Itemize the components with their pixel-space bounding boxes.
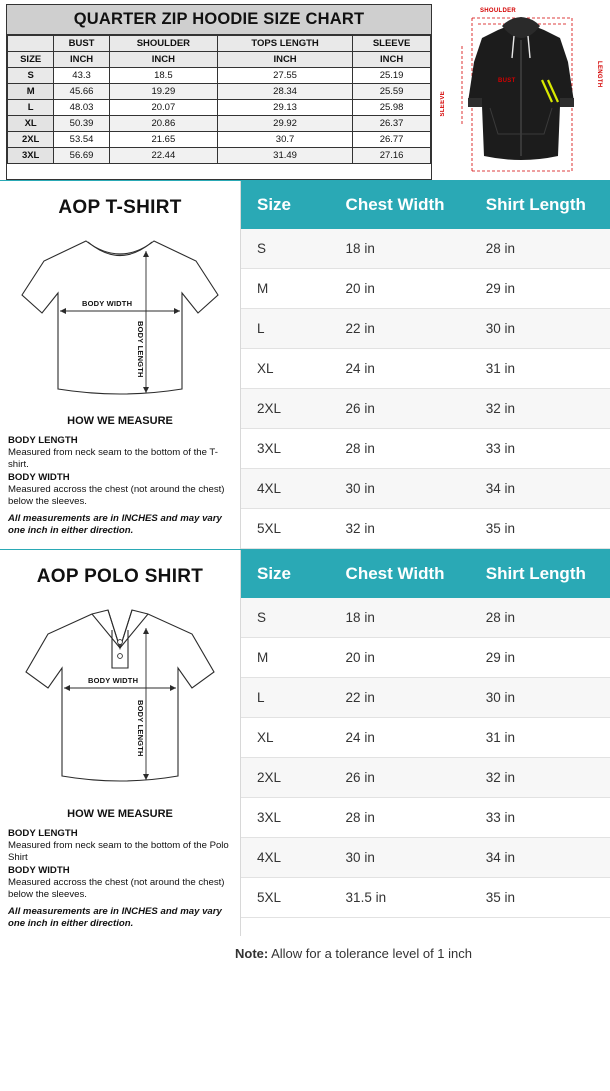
polo-info-column [0, 550, 240, 936]
hoodie-shoulder-label: SHOULDER [480, 8, 517, 14]
cell-size: 5XL [241, 509, 330, 549]
cell-shirt-length: 29 in [470, 638, 610, 678]
tshirt-header-row [241, 181, 610, 229]
tshirt-diagram [8, 221, 232, 411]
cell-size: 3XL [241, 429, 330, 469]
table-row [241, 389, 610, 429]
tshirt-table-column [240, 181, 610, 549]
hoodie-size-chart-section [0, 0, 610, 180]
cell-shirt-length: 31 in [470, 349, 610, 389]
polo-table-head [241, 550, 610, 598]
cell-shirt-length: 33 in [470, 429, 610, 469]
tshirt-body-length-label: BODY LENGTH [136, 321, 145, 378]
cell-shoulder: 21.65 [109, 132, 217, 148]
cell-chest-width: 18 in [330, 598, 470, 638]
tshirt-body-width-note-text: Measured accross the chest (not around the chest) below the sleeves. [8, 483, 225, 507]
cell-size: 4XL [241, 838, 330, 878]
hoodie-table-wrapper [6, 4, 432, 180]
cell-size: 4XL [241, 469, 330, 509]
cell-chest-width: 22 in [330, 678, 470, 718]
tolerance-note-prefix: Note: [235, 946, 269, 962]
polo-header-chest-width: Chest Width [330, 550, 470, 598]
table-row [8, 116, 431, 132]
cell-tops-length: 30.7 [217, 132, 352, 148]
polo-header-row [241, 550, 610, 598]
cell-shirt-length: 32 in [470, 758, 610, 798]
cell-size: M [241, 638, 330, 678]
cell-shoulder: 19.29 [109, 84, 217, 100]
cell-size: XL [241, 718, 330, 758]
tshirt-illustration [8, 221, 232, 407]
cell-bust: 56.69 [54, 148, 109, 164]
cell-sleeve: 26.37 [353, 116, 431, 132]
cell-chest-width: 22 in [330, 309, 470, 349]
cell-bust: 50.39 [54, 116, 109, 132]
cell-sleeve: 25.19 [353, 68, 431, 84]
tolerance-note-text: Allow for a tolerance level of 1 inch [268, 946, 472, 962]
cell-shirt-length: 28 in [470, 229, 610, 269]
hoodie-unit-tops-length: INCH [217, 52, 352, 68]
cell-shirt-length: 32 in [470, 389, 610, 429]
tshirt-table-head [241, 181, 610, 229]
cell-sleeve: 26.77 [353, 132, 431, 148]
tshirt-table-body [241, 229, 610, 549]
polo-how-we-measure-heading: HOW WE MEASURE [67, 808, 173, 820]
table-row [241, 878, 610, 918]
table-row [241, 798, 610, 838]
hoodie-unit-sleeve: INCH [353, 52, 431, 68]
cell-chest-width: 24 in [330, 718, 470, 758]
cell-chest-width: 28 in [330, 429, 470, 469]
table-row [8, 84, 431, 100]
cell-size: L [241, 309, 330, 349]
cell-chest-width: 30 in [330, 469, 470, 509]
cell-shoulder: 20.86 [109, 116, 217, 132]
polo-table-column [240, 550, 610, 936]
hoodie-measurement-diagram [438, 6, 604, 180]
table-row [241, 229, 610, 269]
cell-size: M [241, 269, 330, 309]
cell-size: 5XL [241, 878, 330, 918]
cell-shirt-length: 33 in [470, 798, 610, 838]
cell-chest-width: 26 in [330, 758, 470, 798]
cell-chest-width: 20 in [330, 269, 470, 309]
hoodie-unit-row [8, 52, 431, 68]
cell-bust: 43.3 [54, 68, 109, 84]
cell-size: 2XL [8, 132, 54, 148]
hoodie-header-blank [8, 36, 54, 52]
polo-measure-notes [8, 828, 232, 930]
polo-body-width-label: BODY WIDTH [88, 676, 139, 685]
tshirt-body-width-label: BODY WIDTH [82, 299, 133, 308]
table-row [241, 598, 610, 638]
table-row [8, 68, 431, 84]
cell-shirt-length: 30 in [470, 678, 610, 718]
cell-chest-width: 30 in [330, 838, 470, 878]
polo-body-length-label: BODY LENGTH [136, 700, 145, 757]
polo-diagram [8, 590, 232, 804]
cell-tops-length: 31.49 [217, 148, 352, 164]
table-row [241, 429, 610, 469]
polo-body-length-note-text: Measured from neck seam to the bottom of the Polo Shirt [8, 840, 229, 864]
table-row [241, 309, 610, 349]
cell-chest-width: 24 in [330, 349, 470, 389]
table-row [8, 132, 431, 148]
table-row [241, 638, 610, 678]
table-row [241, 678, 610, 718]
hoodie-unit-bust: INCH [54, 52, 109, 68]
hoodie-header-bust: BUST [54, 36, 109, 52]
cell-shirt-length: 28 in [470, 598, 610, 638]
cell-shirt-length: 31 in [470, 718, 610, 758]
polo-header-size: Size [241, 550, 330, 598]
polo-title: AOP POLO SHIRT [36, 566, 204, 587]
hoodie-header-tops-length: TOPS LENGTH [217, 36, 352, 52]
tshirt-measure-notes [8, 435, 232, 537]
polo-table-body [241, 598, 610, 918]
cell-size: S [241, 229, 330, 269]
polo-illustration [8, 590, 232, 802]
cell-shoulder: 20.07 [109, 100, 217, 116]
polo-size-table [241, 550, 610, 918]
cell-shoulder: 18.5 [109, 68, 217, 84]
polo-body-length-note-label: BODY LENGTH [8, 828, 78, 839]
cell-size: M [8, 84, 54, 100]
aop-tshirt-panel [0, 180, 610, 549]
hoodie-header-row [8, 36, 431, 52]
hoodie-unit-shoulder: INCH [109, 52, 217, 68]
cell-chest-width: 31.5 in [330, 878, 470, 918]
hoodie-illustration [438, 6, 604, 178]
cell-bust: 45.66 [54, 84, 109, 100]
hoodie-bust-label: BUST [498, 78, 516, 84]
cell-shirt-length: 34 in [470, 469, 610, 509]
tshirt-disclaimer: All measurements are in INCHES and may vary one inch in either direction. [8, 513, 222, 537]
cell-sleeve: 27.16 [353, 148, 431, 164]
cell-tops-length: 29.13 [217, 100, 352, 116]
tshirt-how-we-measure-heading: HOW WE MEASURE [67, 415, 173, 427]
table-row [241, 269, 610, 309]
cell-size: XL [241, 349, 330, 389]
hoodie-table-body [8, 68, 431, 164]
cell-chest-width: 18 in [330, 229, 470, 269]
cell-chest-width: 20 in [330, 638, 470, 678]
tshirt-body-length-note-label: BODY LENGTH [8, 435, 78, 446]
cell-shirt-length: 30 in [470, 309, 610, 349]
hoodie-size-table [7, 35, 431, 164]
cell-shirt-length: 35 in [470, 878, 610, 918]
tshirt-info-column [0, 181, 240, 549]
hoodie-sleeve-label: SLEEVE [440, 91, 446, 117]
hoodie-table-head [8, 36, 431, 68]
cell-size: L [8, 100, 54, 116]
table-row [241, 758, 610, 798]
cell-shoulder: 22.44 [109, 148, 217, 164]
cell-size: 3XL [8, 148, 54, 164]
table-row [8, 100, 431, 116]
polo-header-shirt-length: Shirt Length [470, 550, 610, 598]
cell-bust: 48.03 [54, 100, 109, 116]
hoodie-header-sleeve: SLEEVE [353, 36, 431, 52]
table-row [241, 349, 610, 389]
cell-chest-width: 26 in [330, 389, 470, 429]
cell-size: 2XL [241, 389, 330, 429]
cell-size: L [241, 678, 330, 718]
table-row [241, 469, 610, 509]
cell-chest-width: 32 in [330, 509, 470, 549]
cell-chest-width: 28 in [330, 798, 470, 838]
hoodie-chart-title: QUARTER ZIP HOODIE SIZE CHART [7, 5, 431, 35]
tshirt-body-length-note-text: Measured from neck seam to the bottom of the T-shirt. [8, 447, 218, 471]
cell-sleeve: 25.59 [353, 84, 431, 100]
tshirt-header-size: Size [241, 181, 330, 229]
cell-size: 3XL [241, 798, 330, 838]
tshirt-size-table [241, 181, 610, 549]
tshirt-title: AOP T-SHIRT [58, 197, 182, 218]
cell-shirt-length: 29 in [470, 269, 610, 309]
table-row [8, 148, 431, 164]
tolerance-note [0, 936, 610, 961]
table-row [241, 718, 610, 758]
cell-shirt-length: 34 in [470, 838, 610, 878]
tshirt-body-width-note-label: BODY WIDTH [8, 471, 70, 483]
polo-disclaimer: All measurements are in INCHES and may vary one inch in either direction. [8, 906, 222, 930]
cell-tops-length: 27.55 [217, 68, 352, 84]
table-row [241, 509, 610, 549]
cell-bust: 53.54 [54, 132, 109, 148]
polo-body-width-note-text: Measured accross the chest (not around the chest) below the sleeves. [8, 876, 225, 900]
aop-polo-panel [0, 549, 610, 936]
cell-sleeve: 25.98 [353, 100, 431, 116]
hoodie-unit-size: SIZE [8, 52, 54, 68]
hoodie-header-shoulder: SHOULDER [109, 36, 217, 52]
polo-body-width-note-label: BODY WIDTH [8, 864, 70, 876]
cell-size: 2XL [241, 758, 330, 798]
tshirt-header-chest-width: Chest Width [330, 181, 470, 229]
table-row [241, 838, 610, 878]
cell-size: XL [8, 116, 54, 132]
hoodie-length-label: LENGTH [596, 61, 602, 88]
cell-tops-length: 29.92 [217, 116, 352, 132]
tshirt-header-shirt-length: Shirt Length [470, 181, 610, 229]
cell-size: S [8, 68, 54, 84]
cell-tops-length: 28.34 [217, 84, 352, 100]
cell-shirt-length: 35 in [470, 509, 610, 549]
cell-size: S [241, 598, 330, 638]
